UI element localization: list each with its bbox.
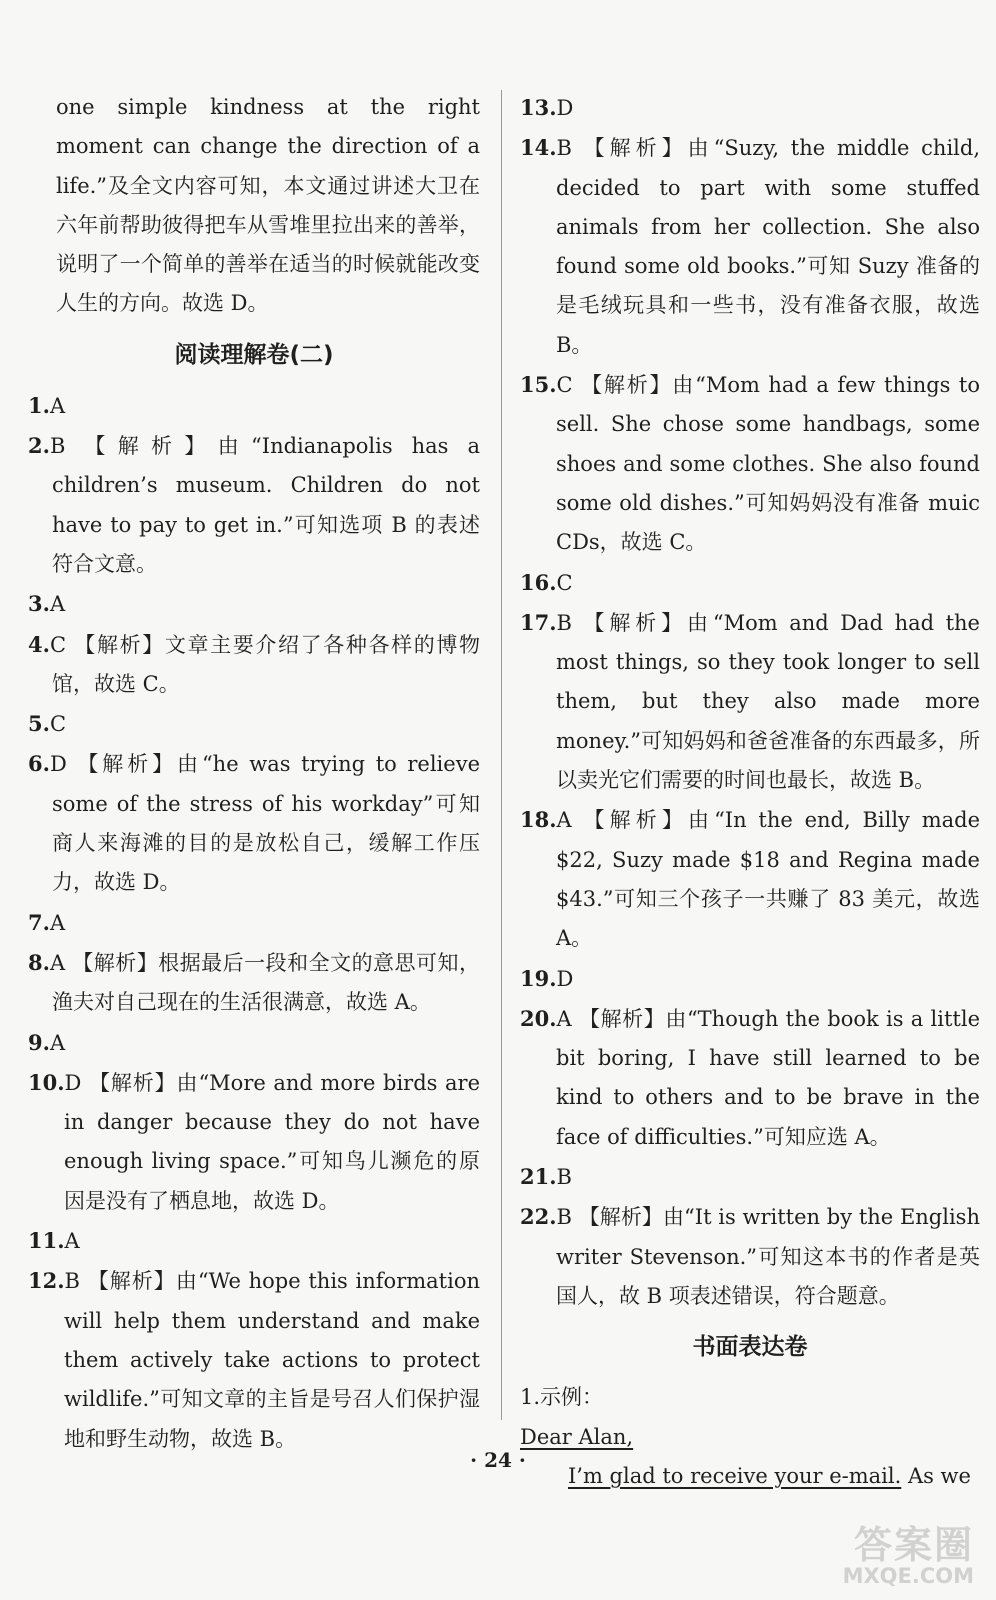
answer-text: B 【解析】由“Mom and Dad had the most things, so they took longer to sell them, but they also made more money.”可知妈妈和爸爸准备的东西最多，所以卖光它们需要的时间也最长，故选 B。 [556, 610, 980, 793]
answer-text: A [49, 393, 66, 418]
answer-number: 19. [520, 965, 557, 991]
answer-item [520, 563, 980, 603]
answer-number: 17. [520, 609, 557, 635]
answer-item [28, 704, 480, 744]
answer-text: B [556, 1165, 572, 1190]
answer-number: 3. [28, 591, 50, 617]
answer-item [28, 1221, 480, 1261]
answer-list-right [520, 88, 980, 1316]
watermark-top-text: 答案圈 [853, 1523, 974, 1567]
answer-text: A [64, 1229, 80, 1254]
answer-text: B 【解析】由“Suzy, the middle child, decided to part with some stuffed animals from her collection. She also found some old books.”可知 Suzy 准备的是毛绒玩具和一些书，没有准备衣服，故选 B。 [556, 136, 980, 357]
answer-number: 4. [28, 631, 50, 657]
section-title-reading-2: 阅读理解卷(二) [174, 341, 334, 368]
answer-text: C [49, 712, 67, 737]
answer-number: 15. [520, 372, 557, 398]
right-column [520, 88, 980, 1496]
answer-text: D 【解析】由“he was trying to relieve some of the stress of his workday”可知商人来海滩的目的是放松自己，缓解工作压力，故选 D。 [49, 752, 480, 895]
answer-text: B 【解析】由“It is written by the English writer Stevenson.”可知这本书的作者是英国人，故 B 项表述错误，符合题意。 [556, 1205, 980, 1308]
answer-item [520, 800, 980, 958]
answer-item [520, 365, 980, 562]
answer-item [28, 1023, 480, 1063]
answer-number: 6. [28, 751, 50, 777]
answer-text: C 【解析】文章主要介绍了各种各样的博物馆，故选 C。 [49, 632, 480, 696]
answer-item [520, 999, 980, 1157]
section-title-writing: 书面表达卷 [692, 1334, 808, 1361]
answer-number: 5. [28, 711, 50, 737]
salutation: Dear Alan, [520, 1424, 634, 1449]
answer-text: A 【解析】由“In the end, Billy made $22, Suzy made $18 and Regina made $43.”可知三个孩子一共赚了 83 美元，故选 A。 [556, 808, 980, 951]
letter-opening-underlined: I’m glad to receive your e-mail. [568, 1463, 902, 1488]
answer-item [520, 128, 980, 365]
answer-item [28, 943, 480, 1023]
answer-number: 14. [520, 135, 557, 161]
answer-item [28, 584, 480, 624]
answer-number: 2. [28, 433, 50, 459]
answer-item [520, 603, 980, 800]
answer-item [520, 959, 980, 999]
answer-text: D [556, 966, 574, 991]
answer-item [28, 426, 480, 584]
answer-text: A 【解析】根据最后一段和全文的意思可知，渔夫对自己现在的生活很满意，故选 A。 [49, 950, 480, 1015]
answer-item [28, 903, 480, 943]
answer-text: A [49, 592, 66, 617]
watermark-logo [804, 1514, 974, 1588]
answer-number: 16. [520, 569, 557, 595]
answer-number: 1. [28, 392, 50, 418]
answer-item [28, 625, 480, 705]
answer-item [28, 1261, 480, 1458]
answer-text: C 【解析】由“Mom had a few things to sell. She chose some handbags, some shoes and some clothes. She also found some old dishes.”可知妈妈没有准备 muic CDs，故选 C。 [556, 373, 980, 555]
answer-number: 20. [520, 1005, 557, 1031]
answer-number: 10. [28, 1069, 65, 1095]
answer-number: 8. [28, 949, 50, 975]
answer-text: A [49, 1030, 66, 1055]
letter-opening-rest: As we [901, 1463, 971, 1488]
answer-item [28, 1063, 480, 1221]
watermark-bottom-text: MXQE.COM [842, 1564, 974, 1588]
answer-text: B 【解析】由“We hope this information will help them understand and make them actively take actions to protect wildlife.”可知文章的主旨是号召人们保护湿地和野生动物，故选 B。 [64, 1269, 480, 1451]
answer-number: 21. [520, 1164, 557, 1190]
answer-number: 9. [28, 1029, 50, 1055]
answer-text: D [556, 96, 574, 120]
page-number: · 24 · [470, 1448, 526, 1472]
answer-number: 22. [520, 1204, 557, 1230]
answer-text: C [556, 570, 573, 595]
answer-text: D 【解析】由“More and more birds are in danger because they do not have enough living space.”可知鸟儿濒危的原因是没有了栖息地，故选 D。 [64, 1070, 480, 1213]
answer-item [28, 386, 480, 426]
answer-number: 12. [28, 1268, 65, 1294]
answer-text: A 【解析】由“Though the book is a little bit boring, I have still learned to be kind to others and to be brave in the face of difficulties.”可知应选 A。 [556, 1006, 980, 1149]
answer-item [520, 1157, 980, 1197]
answer-text: B 【解析】由“Indianapolis has a children’s museum. Children do not have to pay to get in.”可知选项 B 的表述符合文意。 [49, 434, 480, 576]
answer-item [520, 1197, 980, 1316]
answer-number: 11. [28, 1228, 65, 1254]
column-divider [501, 90, 502, 1420]
answer-number: 7. [28, 909, 50, 935]
intro-paragraph: one simple kindness at the right moment can change the direction of a life.”及全文内容可知，本文通过讲述大卫在六年前帮助彼得把车从雪堆里拉出来的善举，说明了一个简单的善举在适当的时候就能改变人生的方向。故选 D。 [56, 95, 480, 316]
left-column [28, 88, 480, 1459]
answer-number: 18. [520, 807, 557, 833]
example-label: 1.示例： [520, 1385, 604, 1410]
answer-list-left [28, 386, 480, 1459]
answer-item [28, 744, 480, 902]
answer-item [520, 88, 980, 128]
answer-text: A [49, 910, 66, 935]
answer-number: 13. [520, 95, 557, 120]
